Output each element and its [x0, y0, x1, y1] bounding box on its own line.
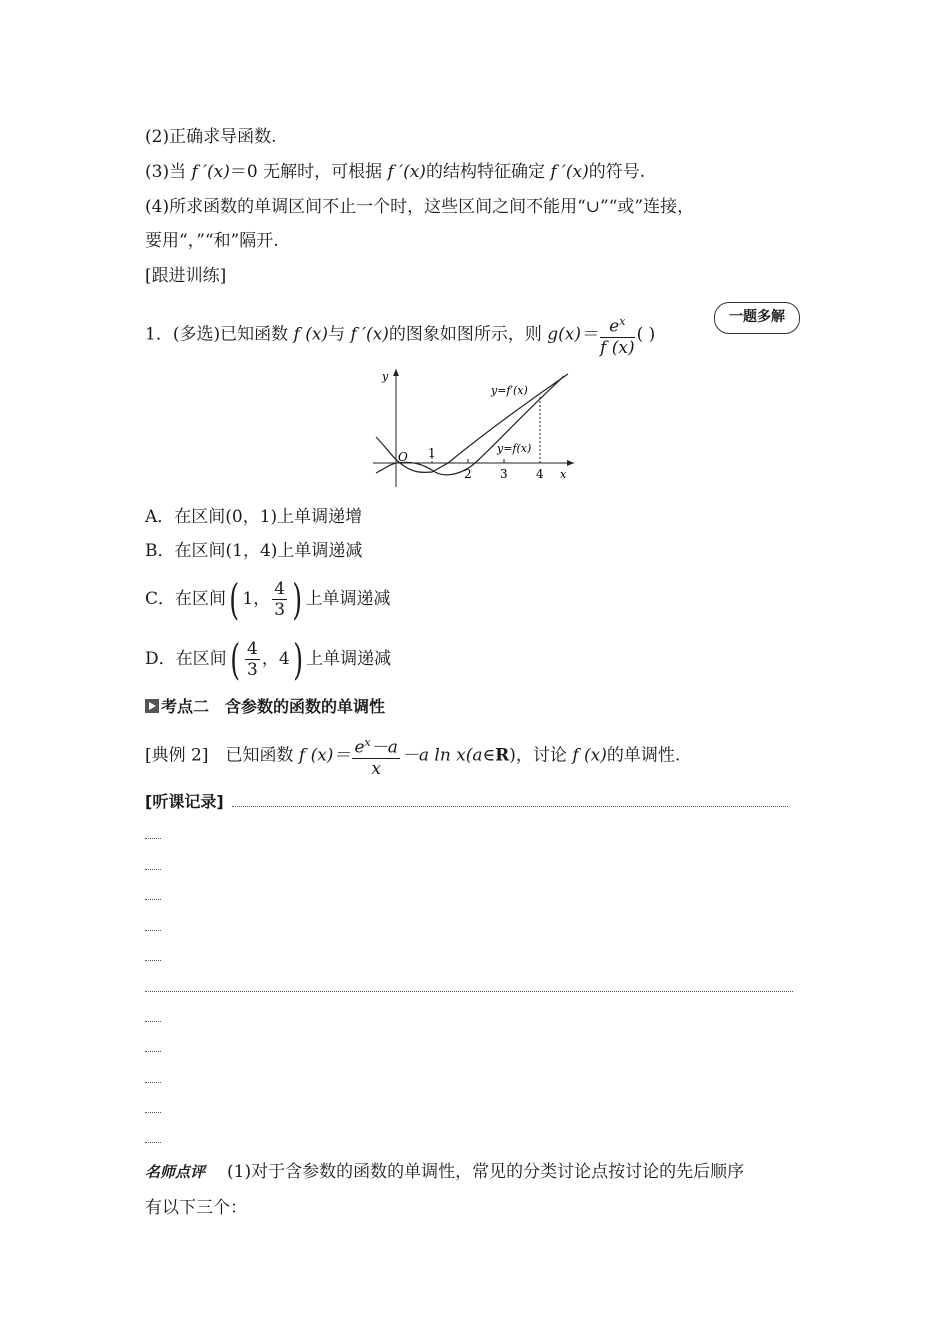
option-c-post: 上单调递减	[305, 589, 391, 609]
function-graph	[370, 365, 580, 490]
notes-short-5	[145, 960, 161, 961]
option-d-fraction	[245, 639, 260, 680]
l3-f2: f ′(x)	[387, 162, 426, 182]
f-label: y=f(x)	[497, 442, 532, 455]
section-2-heading	[145, 695, 385, 719]
notes-short-4	[145, 930, 161, 931]
option-c-rparen: )	[292, 574, 303, 624]
multi-solution-badge: 一题多解	[714, 302, 800, 334]
option-d-den: 3	[247, 660, 258, 680]
q1-frac-num-sup: x	[619, 315, 626, 328]
tick-label-2: 2	[464, 467, 472, 481]
option-d-pre: D．在区间	[145, 649, 227, 669]
l3-f1: f ′(x)	[191, 162, 230, 182]
l3-pre: (3)当	[145, 162, 192, 182]
text-line-3	[145, 160, 645, 184]
origin-label: O	[398, 450, 408, 464]
notes-short-3	[145, 899, 161, 900]
notes-short-1	[145, 838, 161, 839]
notes-short-10	[145, 1142, 161, 1143]
y-axis-arrow	[393, 369, 399, 376]
example-2-fraction	[352, 733, 399, 779]
option-d	[145, 634, 392, 684]
training-heading: [跟进训练]	[145, 266, 227, 286]
q1-text2: 与	[328, 324, 351, 345]
x-axis-arrow	[567, 460, 574, 466]
q1-gx: g(x)＝	[547, 324, 599, 345]
teacher-comment-line2: 有以下三个：	[145, 1198, 247, 1218]
example-2	[145, 733, 680, 779]
section-2-title: 考点二 含参数的函数的单调性	[161, 697, 386, 716]
q1-text1: 已知函数	[220, 324, 294, 345]
q1-fpx: f ′(x)	[350, 324, 389, 345]
notes-short-9	[145, 1112, 161, 1113]
notes-short-6	[145, 1021, 161, 1022]
option-c-fraction	[272, 579, 287, 620]
play-icon	[145, 699, 159, 713]
example-2-fx2: f (x)	[572, 745, 607, 766]
option-c-num: 4	[274, 579, 286, 599]
option-d-lparen: (	[229, 634, 240, 684]
example-2-num-rest: －a	[370, 737, 398, 758]
option-d-num: 4	[247, 639, 258, 659]
l3-mid2: 的结构特征确定	[425, 162, 551, 182]
l3-f3: f ′(x)	[550, 162, 589, 182]
teacher-comment-line1	[145, 1160, 744, 1184]
option-a: A．在区间(0，1)上单调递增	[145, 507, 363, 527]
option-d-b: ，4	[261, 649, 290, 669]
question-1	[145, 312, 655, 358]
option-c-a: 1，	[242, 589, 271, 609]
x-axis-label: x	[560, 468, 567, 481]
notes-line-0	[232, 806, 788, 807]
option-c	[145, 574, 391, 624]
q1-fx: f (x)	[293, 324, 329, 345]
fprime-label: y=f′(x)	[491, 384, 528, 397]
teacher-tag: 名师点评	[145, 1163, 206, 1181]
example-2-label: [典例 2]	[145, 745, 209, 766]
option-c-pre: C．在区间	[145, 589, 227, 609]
option-c-lparen: (	[229, 574, 240, 624]
tick-label-1: 1	[428, 446, 436, 460]
l3-end: 的符号.	[588, 162, 646, 182]
teacher-line1: (1)对于含参数的函数的单调性，常见的分类讨论点按讨论的先后顺序	[227, 1162, 745, 1182]
tick-label-3: 3	[500, 467, 508, 481]
q1-frac-num: e	[609, 316, 620, 337]
notes-short-8	[145, 1082, 161, 1083]
q1-frac-den: f (x)	[600, 337, 635, 358]
example-2-fx: f (x)＝	[298, 745, 351, 766]
option-c-den: 3	[274, 600, 286, 620]
notes-heading: [听课记录]	[145, 792, 224, 811]
q1-text3: 的图象如图所示，则	[388, 324, 548, 345]
text-line-4a: (4)所求函数的单调区间不止一个时，这些区间之间不能用“∪”“或”连接，	[145, 197, 695, 217]
notes-short-7	[145, 1051, 161, 1052]
l3-mid: ＝0 无解时，可根据	[229, 162, 388, 182]
q1-number: 1．	[145, 324, 173, 345]
example-2-R: R	[495, 745, 510, 766]
example-2-text3: )，讨论	[509, 745, 573, 766]
example-2-num-e: e	[354, 737, 365, 758]
option-d-post: 上单调递减	[306, 649, 392, 669]
example-2-text4: 的单调性.	[606, 745, 681, 766]
text-line-2: (2)正确求导函数.	[145, 127, 277, 147]
text-line-4b: 要用“，”“和”隔开.	[145, 231, 279, 251]
tick-label-4: 4	[536, 467, 544, 481]
y-axis-label: y	[382, 370, 389, 383]
q1-fraction	[600, 312, 635, 358]
notes-short-2	[145, 869, 161, 870]
notes-line-full	[145, 991, 793, 992]
example-2-text1: 已知函数	[208, 745, 299, 766]
example-2-text2: －a ln x(a∈	[401, 745, 496, 766]
q1-answer-blank: ( )	[636, 324, 656, 345]
option-d-rparen: )	[292, 634, 303, 684]
q1-tag: (多选)	[172, 324, 221, 345]
example-2-den: x	[371, 758, 381, 779]
example-2-num-sup: x	[364, 736, 371, 749]
option-b: B．在区间(1，4)上单调递减	[145, 541, 363, 561]
